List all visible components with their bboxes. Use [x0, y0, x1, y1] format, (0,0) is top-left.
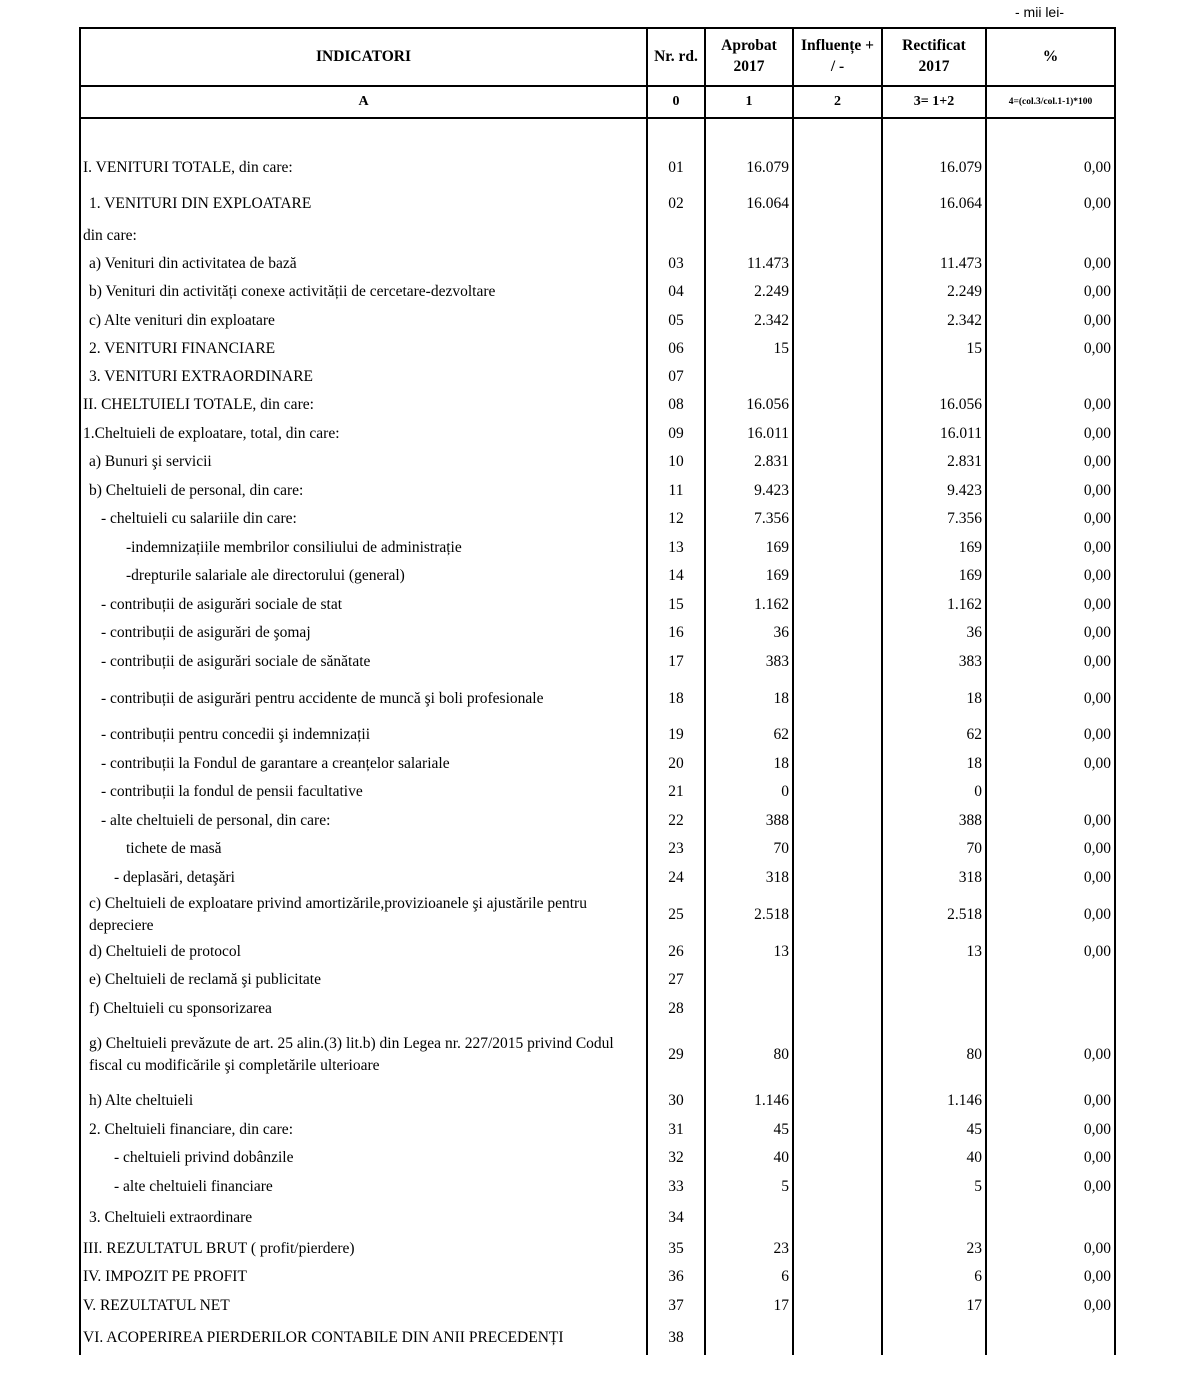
row-number-cell: 08 — [647, 391, 705, 419]
indicator-cell: - alte cheltuieli de personal, din care: — [80, 806, 647, 835]
rectificat-cell: 70 — [882, 835, 986, 863]
indicator-cell: c) Alte venituri din exploatare — [80, 306, 647, 335]
table-row — [80, 619, 1115, 647]
influente-cell — [793, 476, 882, 505]
row-number-cell: 35 — [647, 1234, 705, 1263]
table-row — [80, 590, 1115, 619]
procent-cell: 0,00 — [986, 391, 1115, 419]
table-row — [80, 419, 1115, 448]
procent-cell: 0,00 — [986, 676, 1115, 721]
influente-cell — [793, 721, 882, 749]
aprobat-cell: 80 — [705, 1023, 793, 1087]
influente-cell — [793, 505, 882, 533]
procent-cell: 0,00 — [986, 1023, 1115, 1087]
header-nr-rd: Nr. rd. — [647, 28, 705, 86]
table-row — [80, 1172, 1115, 1201]
col-index-a: A — [80, 86, 647, 118]
influente-cell — [793, 1201, 882, 1234]
row-number-cell: 03 — [647, 249, 705, 278]
influente-cell — [793, 1087, 882, 1115]
rectificat-cell — [882, 1201, 986, 1234]
row-number-cell: 09 — [647, 419, 705, 448]
procent-cell: 0,00 — [986, 505, 1115, 533]
table-row — [80, 1263, 1115, 1291]
procent-cell: 0,00 — [986, 419, 1115, 448]
table-row — [80, 994, 1115, 1023]
indicator-cell: 2. Cheltuieli financiare, din care: — [80, 1115, 647, 1144]
aprobat-cell: 15 — [705, 335, 793, 363]
row-number-cell: 20 — [647, 749, 705, 778]
indicator-cell: - contribuții de asigurări sociale de sănătate — [80, 647, 647, 676]
procent-cell — [986, 994, 1115, 1023]
indicator-cell: 3. Cheltuieli extraordinare — [80, 1201, 647, 1234]
aprobat-cell: 16.079 — [705, 150, 793, 186]
aprobat-cell: 6 — [705, 1263, 793, 1291]
row-number-cell: 22 — [647, 806, 705, 835]
row-number-cell: 32 — [647, 1144, 705, 1172]
col-index-1: 1 — [705, 86, 793, 118]
procent-cell: 0,00 — [986, 278, 1115, 306]
table-row — [80, 1115, 1115, 1144]
row-number-cell: 01 — [647, 150, 705, 186]
aprobat-cell: 9.423 — [705, 476, 793, 505]
influente-cell — [793, 1263, 882, 1291]
influente-cell — [793, 533, 882, 562]
procent-cell: 0,00 — [986, 835, 1115, 863]
row-number-cell: 27 — [647, 966, 705, 994]
row-number-cell: 10 — [647, 448, 705, 476]
indicator-cell: c) Cheltuieli de exploatare privind amortizările,provizioanele şi ajustările pentru depreciere — [80, 892, 647, 937]
rectificat-cell: 9.423 — [882, 476, 986, 505]
rectificat-cell: 36 — [882, 619, 986, 647]
table-row — [80, 778, 1115, 806]
indicator-cell: - contribuții pentru concedii şi indemnizații — [80, 721, 647, 749]
row-number-cell: 29 — [647, 1023, 705, 1087]
table-row — [80, 448, 1115, 476]
influente-cell — [793, 249, 882, 278]
procent-cell: 0,00 — [986, 1234, 1115, 1263]
influente-cell — [793, 806, 882, 835]
procent-cell — [986, 222, 1115, 249]
row-number-cell: 25 — [647, 892, 705, 937]
header-influente: Influențe + / - — [793, 28, 882, 86]
influente-cell — [793, 186, 882, 222]
row-number-cell: 13 — [647, 533, 705, 562]
aprobat-cell: 16.056 — [705, 391, 793, 419]
rectificat-cell: 18 — [882, 749, 986, 778]
aprobat-cell — [705, 222, 793, 249]
rectificat-cell: 2.342 — [882, 306, 986, 335]
rectificat-cell: 62 — [882, 721, 986, 749]
influente-cell — [793, 1320, 882, 1355]
influente-cell — [793, 619, 882, 647]
row-number-cell: 16 — [647, 619, 705, 647]
table-row — [80, 937, 1115, 966]
influente-cell — [793, 1291, 882, 1320]
row-number-cell: 30 — [647, 1087, 705, 1115]
procent-cell — [986, 966, 1115, 994]
rectificat-cell: 16.056 — [882, 391, 986, 419]
table-row — [80, 647, 1115, 676]
rectificat-cell: 16.011 — [882, 419, 986, 448]
rectificat-cell: 13 — [882, 937, 986, 966]
row-number-cell: 11 — [647, 476, 705, 505]
row-number-cell: 36 — [647, 1263, 705, 1291]
table-row — [80, 806, 1115, 835]
rectificat-cell: 2.831 — [882, 448, 986, 476]
table-row — [80, 749, 1115, 778]
col-index-0: 0 — [647, 86, 705, 118]
rectificat-cell: 169 — [882, 562, 986, 590]
indicator-cell: - contribuții la fondul de pensii facultative — [80, 778, 647, 806]
indicator-cell: 1.Cheltuieli de exploatare, total, din care: — [80, 419, 647, 448]
row-number-cell: 07 — [647, 363, 705, 391]
rectificat-cell: 7.356 — [882, 505, 986, 533]
row-number-cell: 02 — [647, 186, 705, 222]
aprobat-cell: 7.356 — [705, 505, 793, 533]
procent-cell: 0,00 — [986, 476, 1115, 505]
procent-cell: 0,00 — [986, 150, 1115, 186]
rectificat-cell: 383 — [882, 647, 986, 676]
col-index-2: 2 — [793, 86, 882, 118]
aprobat-cell: 62 — [705, 721, 793, 749]
table-row — [80, 391, 1115, 419]
rectificat-cell — [882, 222, 986, 249]
rectificat-cell — [882, 966, 986, 994]
aprobat-cell: 13 — [705, 937, 793, 966]
aprobat-cell: 17 — [705, 1291, 793, 1320]
row-number-cell: 31 — [647, 1115, 705, 1144]
procent-cell: 0,00 — [986, 1087, 1115, 1115]
aprobat-cell: 70 — [705, 835, 793, 863]
indicator-cell: - contribuții de asigurări sociale de stat — [80, 590, 647, 619]
influente-cell — [793, 892, 882, 937]
indicator-cell: - contribuții de asigurări de şomaj — [80, 619, 647, 647]
indicator-cell: - contribuții de asigurări pentru accidente de muncă şi boli profesionale — [80, 676, 647, 721]
indicator-cell: d) Cheltuieli de protocol — [80, 937, 647, 966]
table-row — [80, 562, 1115, 590]
table-row — [80, 1291, 1115, 1320]
procent-cell — [986, 363, 1115, 391]
influente-cell — [793, 278, 882, 306]
influente-cell — [793, 994, 882, 1023]
procent-cell: 0,00 — [986, 937, 1115, 966]
influente-cell — [793, 966, 882, 994]
aprobat-cell: 36 — [705, 619, 793, 647]
aprobat-cell: 0 — [705, 778, 793, 806]
procent-cell: 0,00 — [986, 1263, 1115, 1291]
aprobat-cell: 383 — [705, 647, 793, 676]
table-row — [80, 533, 1115, 562]
procent-cell: 0,00 — [986, 647, 1115, 676]
rectificat-cell: 17 — [882, 1291, 986, 1320]
aprobat-cell: 5 — [705, 1172, 793, 1201]
influente-cell — [793, 590, 882, 619]
influente-cell — [793, 222, 882, 249]
aprobat-cell — [705, 994, 793, 1023]
row-number-cell — [647, 222, 705, 249]
aprobat-cell: 23 — [705, 1234, 793, 1263]
indicator-cell: I. VENITURI TOTALE, din care: — [80, 150, 647, 186]
aprobat-cell — [705, 966, 793, 994]
influente-cell — [793, 419, 882, 448]
table-row — [80, 505, 1115, 533]
indicator-cell: III. REZULTATUL BRUT ( profit/pierdere) — [80, 1234, 647, 1263]
indicator-cell: -drepturile salariale ale directorului (general) — [80, 562, 647, 590]
row-number-cell: 21 — [647, 778, 705, 806]
table-row — [80, 249, 1115, 278]
table-row — [80, 1023, 1115, 1087]
table-row — [80, 476, 1115, 505]
row-number-cell: 33 — [647, 1172, 705, 1201]
table-row — [80, 1234, 1115, 1263]
influente-cell — [793, 1023, 882, 1087]
row-number-cell: 15 — [647, 590, 705, 619]
aprobat-cell: 2.342 — [705, 306, 793, 335]
table-row — [80, 835, 1115, 863]
procent-cell: 0,00 — [986, 863, 1115, 892]
header-row — [80, 28, 1115, 86]
column-index-row — [80, 86, 1115, 118]
rectificat-cell — [882, 994, 986, 1023]
aprobat-cell: 388 — [705, 806, 793, 835]
influente-cell — [793, 937, 882, 966]
rectificat-cell: 15 — [882, 335, 986, 363]
spacer-row — [80, 118, 1115, 150]
rectificat-cell: 1.146 — [882, 1087, 986, 1115]
procent-cell: 0,00 — [986, 186, 1115, 222]
procent-cell: 0,00 — [986, 1115, 1115, 1144]
procent-cell — [986, 1320, 1115, 1355]
table-row — [80, 1201, 1115, 1234]
row-number-cell: 06 — [647, 335, 705, 363]
procent-cell: 0,00 — [986, 721, 1115, 749]
influente-cell — [793, 391, 882, 419]
influente-cell — [793, 150, 882, 186]
procent-cell — [986, 778, 1115, 806]
indicator-cell: II. CHELTUIELI TOTALE, din care: — [80, 391, 647, 419]
procent-cell: 0,00 — [986, 619, 1115, 647]
table-row — [80, 306, 1115, 335]
rectificat-cell: 2.518 — [882, 892, 986, 937]
table-row — [80, 335, 1115, 363]
influente-cell — [793, 676, 882, 721]
aprobat-cell: 16.011 — [705, 419, 793, 448]
col-index-3: 3= 1+2 — [882, 86, 986, 118]
header-aprobat: Aprobat 2017 — [705, 28, 793, 86]
influente-cell — [793, 306, 882, 335]
table-body — [80, 118, 1115, 1355]
influente-cell — [793, 647, 882, 676]
row-number-cell: 14 — [647, 562, 705, 590]
procent-cell: 0,00 — [986, 590, 1115, 619]
aprobat-cell: 18 — [705, 749, 793, 778]
table-row — [80, 363, 1115, 391]
rectificat-cell: 11.473 — [882, 249, 986, 278]
aprobat-cell: 2.518 — [705, 892, 793, 937]
aprobat-cell — [705, 1320, 793, 1355]
indicator-cell: a) Bunuri şi servicii — [80, 448, 647, 476]
rectificat-cell: 18 — [882, 676, 986, 721]
procent-cell: 0,00 — [986, 749, 1115, 778]
indicator-cell: -indemnizațiile membrilor consiliului de administrație — [80, 533, 647, 562]
table-row — [80, 863, 1115, 892]
indicator-cell: f) Cheltuieli cu sponsorizarea — [80, 994, 647, 1023]
indicator-cell: - deplasări, detaşări — [80, 863, 647, 892]
aprobat-cell — [705, 363, 793, 391]
row-number-cell: 17 — [647, 647, 705, 676]
procent-cell: 0,00 — [986, 562, 1115, 590]
aprobat-cell: 2.831 — [705, 448, 793, 476]
aprobat-cell: 18 — [705, 676, 793, 721]
row-number-cell: 19 — [647, 721, 705, 749]
influente-cell — [793, 863, 882, 892]
aprobat-cell: 2.249 — [705, 278, 793, 306]
influente-cell — [793, 1234, 882, 1263]
rectificat-cell: 388 — [882, 806, 986, 835]
procent-cell: 0,00 — [986, 892, 1115, 937]
influente-cell — [793, 1115, 882, 1144]
procent-cell: 0,00 — [986, 335, 1115, 363]
indicator-cell: din care: — [80, 222, 647, 249]
influente-cell — [793, 562, 882, 590]
influente-cell — [793, 835, 882, 863]
table-row — [80, 150, 1115, 186]
row-number-cell: 18 — [647, 676, 705, 721]
rectificat-cell: 23 — [882, 1234, 986, 1263]
row-number-cell: 05 — [647, 306, 705, 335]
indicator-cell: e) Cheltuieli de reclamă şi publicitate — [80, 966, 647, 994]
table-row — [80, 892, 1115, 937]
table-row — [80, 222, 1115, 249]
procent-cell — [986, 1201, 1115, 1234]
influente-cell — [793, 1144, 882, 1172]
indicator-cell: g) Cheltuieli prevăzute de art. 25 alin.(3) lit.b) din Legea nr. 227/2015 privind Codul fiscal cu modificările şi completările ulterioare — [80, 1023, 647, 1087]
header-indicatori: INDICATORI — [80, 28, 647, 86]
aprobat-cell: 318 — [705, 863, 793, 892]
rectificat-cell: 6 — [882, 1263, 986, 1291]
indicator-cell: VI. ACOPERIREA PIERDERILOR CONTABILE DIN ANII PRECEDENȚI — [80, 1320, 647, 1355]
aprobat-cell: 11.473 — [705, 249, 793, 278]
indicator-cell: 3. VENITURI EXTRAORDINARE — [80, 363, 647, 391]
rectificat-cell: 5 — [882, 1172, 986, 1201]
row-number-cell: 38 — [647, 1320, 705, 1355]
indicator-cell: IV. IMPOZIT PE PROFIT — [80, 1263, 647, 1291]
procent-cell: 0,00 — [986, 1144, 1115, 1172]
indicator-cell: V. REZULTATUL NET — [80, 1291, 647, 1320]
procent-cell: 0,00 — [986, 1291, 1115, 1320]
aprobat-cell — [705, 1201, 793, 1234]
indicator-cell: - alte cheltuieli financiare — [80, 1172, 647, 1201]
rectificat-cell: 45 — [882, 1115, 986, 1144]
aprobat-cell: 1.146 — [705, 1087, 793, 1115]
influente-cell — [793, 749, 882, 778]
influente-cell — [793, 778, 882, 806]
table-row — [80, 186, 1115, 222]
row-number-cell: 37 — [647, 1291, 705, 1320]
indicator-cell: 2. VENITURI FINANCIARE — [80, 335, 647, 363]
influente-cell — [793, 363, 882, 391]
indicator-cell: b) Venituri din activități conexe activității de cercetare-dezvoltare — [80, 278, 647, 306]
row-number-cell: 28 — [647, 994, 705, 1023]
table-row — [80, 966, 1115, 994]
table-row — [80, 1144, 1115, 1172]
budget-table — [79, 27, 1116, 1355]
influente-cell — [793, 448, 882, 476]
influente-cell — [793, 1172, 882, 1201]
rectificat-cell: 169 — [882, 533, 986, 562]
procent-cell: 0,00 — [986, 806, 1115, 835]
rectificat-cell: 318 — [882, 863, 986, 892]
row-number-cell: 12 — [647, 505, 705, 533]
rectificat-cell: 80 — [882, 1023, 986, 1087]
procent-cell: 0,00 — [986, 306, 1115, 335]
rectificat-cell: 40 — [882, 1144, 986, 1172]
table-row — [80, 721, 1115, 749]
procent-cell: 0,00 — [986, 1172, 1115, 1201]
col-index-4: 4=(col.3/col.1-1)*100 — [986, 86, 1115, 118]
table-row — [80, 676, 1115, 721]
procent-cell: 0,00 — [986, 249, 1115, 278]
indicator-cell: a) Venituri din activitatea de bază — [80, 249, 647, 278]
aprobat-cell: 169 — [705, 562, 793, 590]
rectificat-cell: 2.249 — [882, 278, 986, 306]
row-number-cell: 04 — [647, 278, 705, 306]
header-rectificat: Rectificat 2017 — [882, 28, 986, 86]
influente-cell — [793, 335, 882, 363]
procent-cell: 0,00 — [986, 533, 1115, 562]
aprobat-cell: 1.162 — [705, 590, 793, 619]
indicator-cell: tichete de masă — [80, 835, 647, 863]
aprobat-cell: 169 — [705, 533, 793, 562]
indicator-cell: 1. VENITURI DIN EXPLOATARE — [80, 186, 647, 222]
rectificat-cell: 16.079 — [882, 150, 986, 186]
row-number-cell: 23 — [647, 835, 705, 863]
aprobat-cell: 16.064 — [705, 186, 793, 222]
rectificat-cell — [882, 363, 986, 391]
unit-label: - mii lei- — [1015, 4, 1064, 20]
row-number-cell: 34 — [647, 1201, 705, 1234]
aprobat-cell: 40 — [705, 1144, 793, 1172]
aprobat-cell: 45 — [705, 1115, 793, 1144]
table-row — [80, 1087, 1115, 1115]
rectificat-cell: 16.064 — [882, 186, 986, 222]
rectificat-cell: 1.162 — [882, 590, 986, 619]
header-procent: % — [986, 28, 1115, 86]
row-number-cell: 24 — [647, 863, 705, 892]
table-row — [80, 278, 1115, 306]
rectificat-cell: 0 — [882, 778, 986, 806]
row-number-cell: 26 — [647, 937, 705, 966]
indicator-cell: - cheltuieli privind dobânzile — [80, 1144, 647, 1172]
indicator-cell: b) Cheltuieli de personal, din care: — [80, 476, 647, 505]
rectificat-cell — [882, 1320, 986, 1355]
table-row — [80, 1320, 1115, 1355]
indicator-cell: - cheltuieli cu salariile din care: — [80, 505, 647, 533]
indicator-cell: - contribuții la Fondul de garantare a creanțelor salariale — [80, 749, 647, 778]
indicator-cell: h) Alte cheltuieli — [80, 1087, 647, 1115]
procent-cell: 0,00 — [986, 448, 1115, 476]
